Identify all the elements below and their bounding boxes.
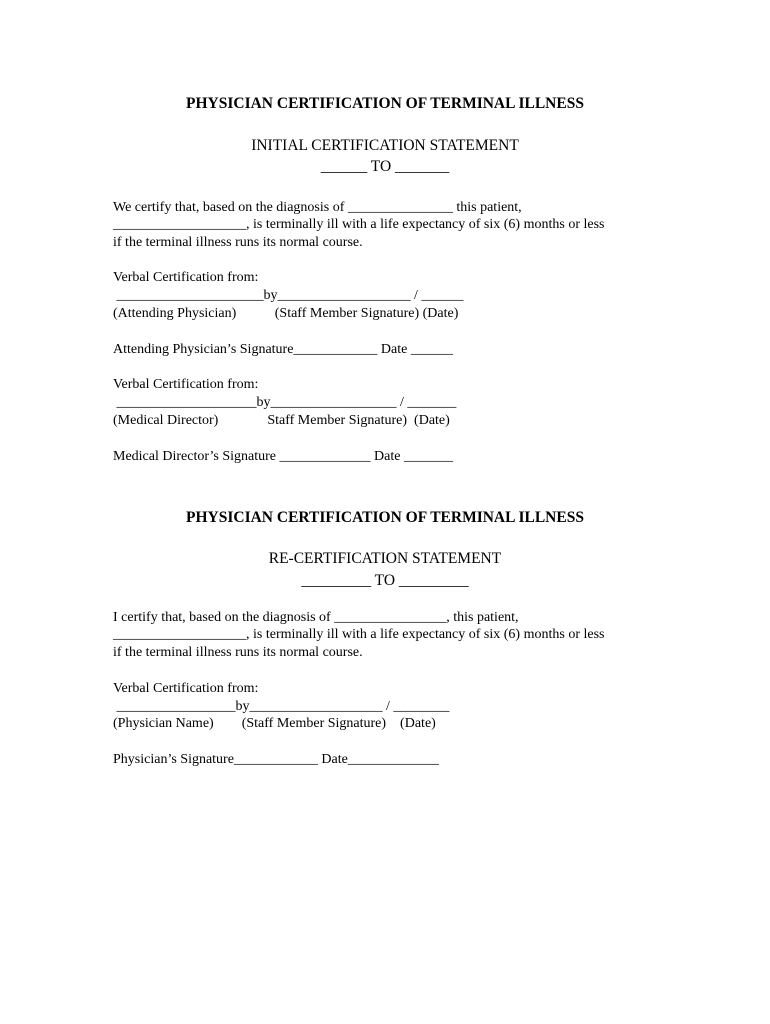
section2-statement-line1: I certify that, based on the diagnosis of ________________, this patient,	[113, 610, 519, 625]
section2-statement-line2: ___________________, is terminally ill with a life expectancy of six (6) months or less	[113, 627, 605, 642]
section1-title: PHYSICIAN CERTIFICATION OF TERMINAL ILLNESS	[186, 95, 584, 112]
section1-verbal2-captions: (Medical Director) Staff Member Signature) (Date)	[113, 413, 450, 428]
section1-verbal1-fields: _____________________by___________________ / ______	[113, 288, 464, 303]
section2-title: PHYSICIAN CERTIFICATION OF TERMINAL ILLNESS	[186, 509, 584, 526]
section1-statement-line2: ___________________, is terminally ill with a life expectancy of six (6) months or less	[113, 217, 605, 232]
physician-signature-line: Physician’s Signature____________ Date_____________	[113, 752, 439, 767]
section1-verbal1-captions: (Attending Physician) (Staff Member Signature) (Date)	[113, 306, 459, 321]
section1-verbal1-label: Verbal Certification from:	[113, 270, 259, 285]
section2-verbal-captions: (Physician Name) (Staff Member Signature) (Date)	[113, 716, 436, 731]
section1-statement-line3: if the terminal illness runs its normal course.	[113, 235, 363, 250]
section2-verbal-label: Verbal Certification from:	[113, 681, 259, 696]
section1-verbal2-label: Verbal Certification from:	[113, 377, 259, 392]
section1-period: ______ TO _______	[320, 158, 450, 175]
section1-statement-line1: We certify that, based on the diagnosis of _______________ this patient,	[113, 200, 522, 215]
section2-verbal-fields: _________________by___________________ / ________	[113, 699, 450, 714]
section2-subtitle: RE-CERTIFICATION STATEMENT	[268, 550, 502, 567]
section1-verbal2-fields: ____________________by__________________ / _______	[113, 395, 457, 410]
attending-physician-signature-line: Attending Physician’s Signature____________ Date ______	[113, 342, 453, 357]
medical-director-signature-line: Medical Director’s Signature _____________ Date _______	[113, 449, 453, 464]
section2-period: _________ TO _________	[301, 572, 469, 589]
section1-subtitle: INITIAL CERTIFICATION STATEMENT	[251, 137, 519, 154]
section2-statement-line3: if the terminal illness runs its normal course.	[113, 645, 363, 660]
